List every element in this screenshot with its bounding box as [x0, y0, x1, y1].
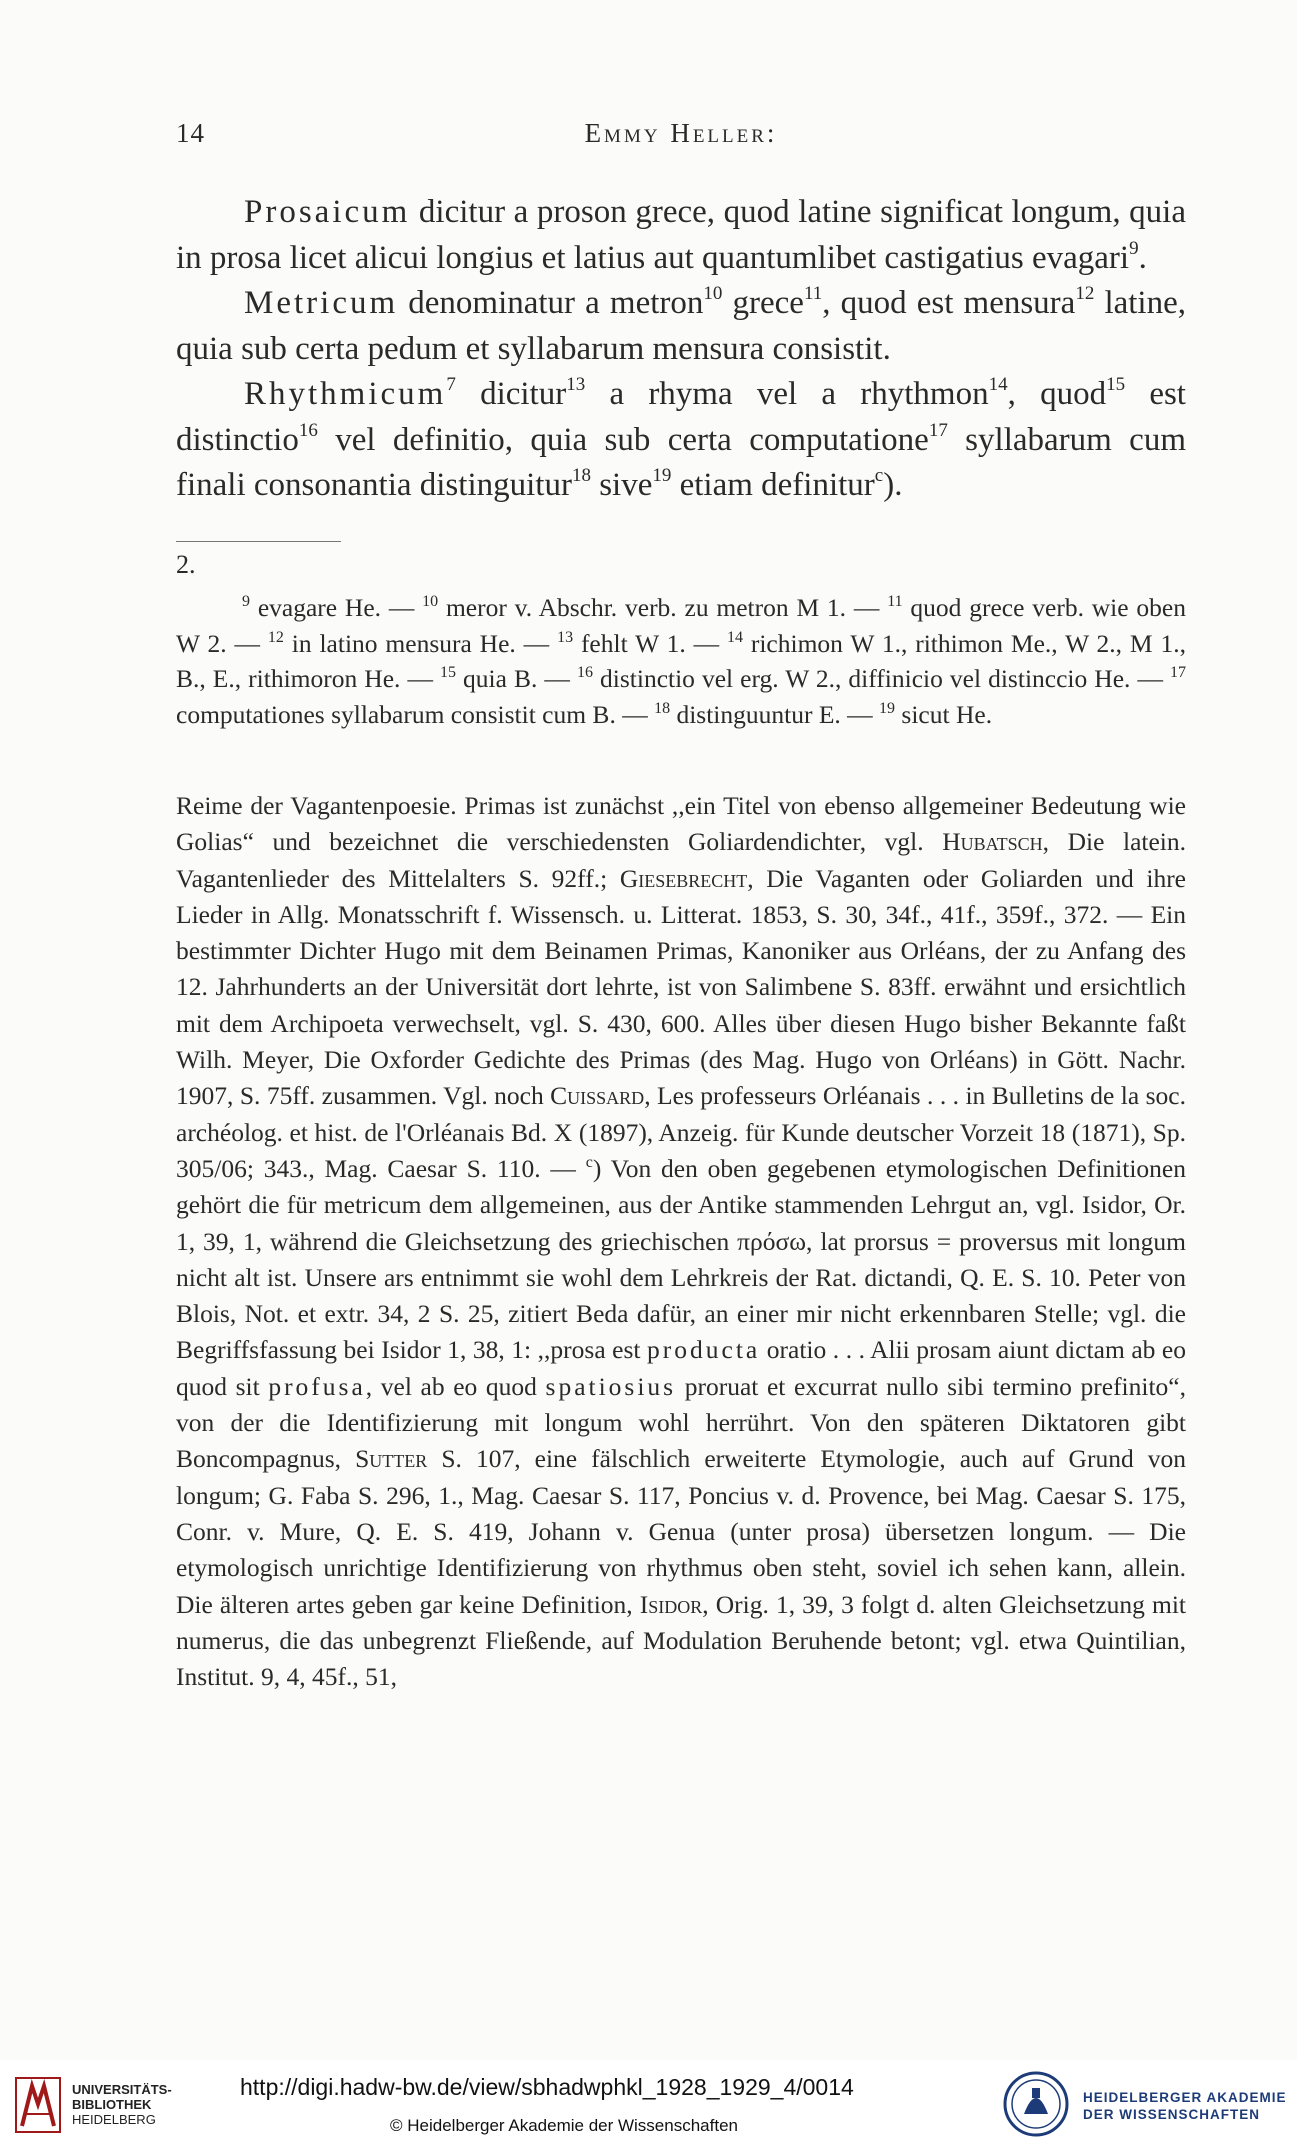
text: dicitur a proson grece, quod latine significat longum, quia in prosa licet alicui longius et latius aut quantumlibet castigatius evagari	[176, 194, 1186, 276]
footnote-ref: 10	[703, 283, 723, 304]
footnote-ref: 13	[566, 374, 586, 395]
text: vel definitio, quia sub certa computatione	[317, 421, 929, 458]
viewer-footer	[0, 2060, 1297, 2149]
footnote-ref: 11	[803, 283, 823, 304]
footnote-number: 10	[422, 593, 439, 610]
permalink-url[interactable]: http://digi.hadw-bw.de/view/sbhadwphkl_1928_1929_4/0014	[240, 2074, 854, 2100]
text: proruat et excurrat nullo sibi termino prefinito“, von der die Identifizierung mit longum wohl herrührt. Von den späteren Diktatoren gibt Boncompagnus,	[176, 1371, 1187, 1474]
library-name-line: HEIDELBERG	[72, 2112, 156, 2127]
footnote-block	[176, 590, 1186, 732]
text: , Orig. 1, 39, 3 folgt d. alten Gleichsetzung mit numerus, die das unbegrenzt Fließende, auf Modulation Beruhende betont; vgl. etwa Quintilian, Institut. 9, 4, 45f., 51,	[176, 1589, 1186, 1692]
paragraph-metricum	[176, 281, 1186, 372]
text: grece	[722, 285, 804, 321]
footnote-text: quia B. —	[456, 664, 577, 693]
term: Metricum	[244, 285, 399, 321]
academy-name	[1083, 2089, 1287, 2123]
text: etiam definitur	[671, 467, 875, 503]
footnote-number: 12	[267, 628, 284, 646]
text: ).	[883, 467, 903, 503]
text: , quod	[1007, 376, 1107, 412]
footnote-text: distinctio vel erg. W 2., diffinicio vel distinccio He. —	[592, 664, 1170, 693]
footnote-number: 17	[1170, 664, 1186, 681]
spaced-word: spatiosius	[545, 1371, 677, 1401]
footnote-number: 15	[440, 664, 456, 681]
footnote-text: evagare He. —	[250, 593, 423, 622]
running-head: Emmy Heller:	[584, 118, 778, 148]
library-name-line: BIBLIOTHEK	[72, 2097, 152, 2112]
footnote-ref: 9	[1129, 237, 1139, 259]
footnote-ref: 17	[928, 419, 948, 441]
author-name: Sutter	[355, 1444, 428, 1474]
footnote-text: richimon W 1., rithimon Me., W 2., M 1., B., E., rithimoron He. —	[176, 628, 1186, 693]
author-name: Cuissard	[550, 1081, 645, 1111]
copyright-notice: © Heidelberger Akademie der Wissenschaften	[390, 2116, 738, 2135]
text: oratio . . . Alii prosam aiunt dictam ab eo quod sit	[176, 1335, 1186, 1401]
footnote-number: 13	[557, 628, 574, 646]
term: Prosaicum	[244, 194, 411, 230]
text: , quod est mensura	[822, 285, 1076, 321]
footnote-ref: 12	[1075, 283, 1095, 304]
footnote-text: meror v. Abschr. verb. zu metron M 1. —	[438, 593, 888, 622]
footnote-ref: 19	[652, 465, 672, 486]
commentary-paragraph	[176, 788, 1186, 1695]
text: , Die latein. Vagantenlieder des Mittelalters S. 92ff.;	[176, 827, 1187, 893]
footnote-number: 11	[887, 593, 903, 610]
text: latine, quia sub certa pedum et syllabarum mensura consistit.	[176, 285, 1186, 367]
text: , vel ab eo quod	[365, 1371, 546, 1401]
footnote-text: sicut He.	[895, 699, 993, 729]
library-name	[72, 2082, 172, 2127]
academy-name-line: HEIDELBERGER AKADEMIE	[1083, 2090, 1287, 2105]
paragraph-prosaicum	[176, 190, 1186, 281]
spaced-word: profusa	[268, 1371, 366, 1401]
footnote-divider	[176, 541, 341, 542]
text: , Die Vaganten oder Goliarden und ihre Lieder in Allg. Monatsschrift f. Wissensch. u. Litterat. 1853, S. 30, 34f., 41f., 359f., 372. — Ein bestimmter Dichter Hugo mit dem Beinamen Primas, Kanoniker aus Orléans, der zu Anfang des 12. Jahrhunderts an der Universität dort lehrte, ist von Salimbene S. 83ff. erwähnt und ersichtlich mit dem Archipoeta verwechselt, vgl. S. 430, 600. Alles über diesen Hugo bisher Bekannte faßt Wilh. Meyer, Die Oxforder Gedichte des Primas (des Mag. Hugo von Orléans) in Gött. Nachr. 1907, S. 75ff. zusammen. Vgl. noch	[176, 863, 1186, 1111]
footnote-number: 16	[576, 664, 593, 681]
library-name-line: UNIVERSITÄTS-	[72, 2082, 172, 2097]
text: Reime der Vagantenpoesie. Primas ist zunächst ,,ein Titel von ebenso allgemeiner Bedeutung wie Golias“ und bezeichnet die verschiedensten Goliardendichter, vgl.	[176, 791, 1186, 857]
text: dicitur	[455, 376, 567, 412]
footnote-ref: 16	[298, 419, 318, 441]
footnote-number: 19	[879, 699, 896, 717]
footnote-number: 18	[654, 699, 671, 717]
note-ref: c	[585, 1153, 593, 1171]
text: denominatur a metron	[398, 285, 704, 321]
text: a rhyma vel a rhythmon	[585, 376, 989, 412]
text: est distinctio	[176, 376, 1186, 458]
page-number: 14	[176, 118, 205, 148]
page-header	[176, 118, 1186, 158]
footnote-ref: 18	[571, 465, 591, 486]
term: Rhythmicum	[244, 376, 447, 412]
author-name: Isidor	[639, 1589, 703, 1619]
footnotes	[176, 590, 1186, 732]
commentary-notes	[176, 788, 1186, 1695]
text: syllabarum cum finali consonantia distinguitur	[176, 421, 1186, 503]
footnote-text: computationes syllabarum consistit cum B. —	[176, 699, 655, 729]
spaced-word: producta	[647, 1335, 761, 1365]
academy-name-line: DER WISSENSCHAFTEN	[1083, 2107, 1261, 2122]
paragraph-rhythmicum	[176, 372, 1186, 509]
footnote-ref: c	[874, 465, 884, 486]
academy-seal-icon	[1002, 2068, 1070, 2140]
footnote-ref: 14	[988, 374, 1008, 395]
stray-mark: 2.	[176, 550, 196, 579]
footnote-text: fehlt W 1. —	[573, 628, 727, 658]
author-name: Hubatsch	[942, 827, 1043, 857]
footnote-ref: 15	[1106, 374, 1126, 395]
text: , Les professeurs Orléanais . . . in Bulletins de la soc. archéolog. et hist. de l'Orléanais Bd. X (1897), Anzeig. für Kunde deutscher Vorzeit 18 (1871), Sp. 305/06; 343., Mag. Caesar S. 110. —	[176, 1081, 1186, 1183]
footnote-number: 14	[726, 628, 743, 646]
text: ) Von den oben gegebenen etymologischen Definitionen gehört die für metricum dem allgemeinen, aus der Antike stammenden Lehrgut an, vgl. Isidor, Or. 1, 39, 1, während die Gleichsetzung des griechischen πρόσω, lat prorsus = proversus mit longum nicht alt ist. Unsere ars entnimmt sie wohl dem Lehrkreis der Rat. dictandi, Q. E. S. 10. Peter von Blois, Not. et extr. 34, 2 S. 25, zitiert Beda dafür, an einer mir nicht erkennbaren Stelle; vgl. die Begriffsfassung bei Isidor 1, 38, 1: ,,prosa est	[176, 1153, 1186, 1365]
footnote-number: 9	[242, 593, 250, 610]
text: S. 107, eine fälschlich erweiterte Etymologie, auch auf Grund von longum; G. Faba S. 296, 1., Mag. Caesar S. 117, Poncius v. d. Provence, bei Mag. Caesar S. 175, Conr. v. Mure, Q. E. S. 419, Johann v. Genua (unter prosa) übersetzen longum. — Die etymologisch unrichtige Identifizierung von rhythmus oben steht, soviel ich sehen kann, allein. Die älteren artes geben gar keine Definition,	[176, 1444, 1186, 1619]
footnote-text: in latino mensura He. —	[283, 628, 558, 658]
main-text	[176, 190, 1186, 509]
text: .	[1138, 239, 1147, 276]
footnote-text: distinguuntur E. —	[670, 699, 880, 729]
library-logo-icon	[14, 2074, 62, 2136]
author-name: Giesebrecht	[619, 863, 748, 893]
footnote-text: quod grece verb. wie oben W 2. —	[176, 593, 1186, 658]
text: sive	[590, 467, 653, 503]
footnote-ref: 7	[446, 374, 456, 395]
